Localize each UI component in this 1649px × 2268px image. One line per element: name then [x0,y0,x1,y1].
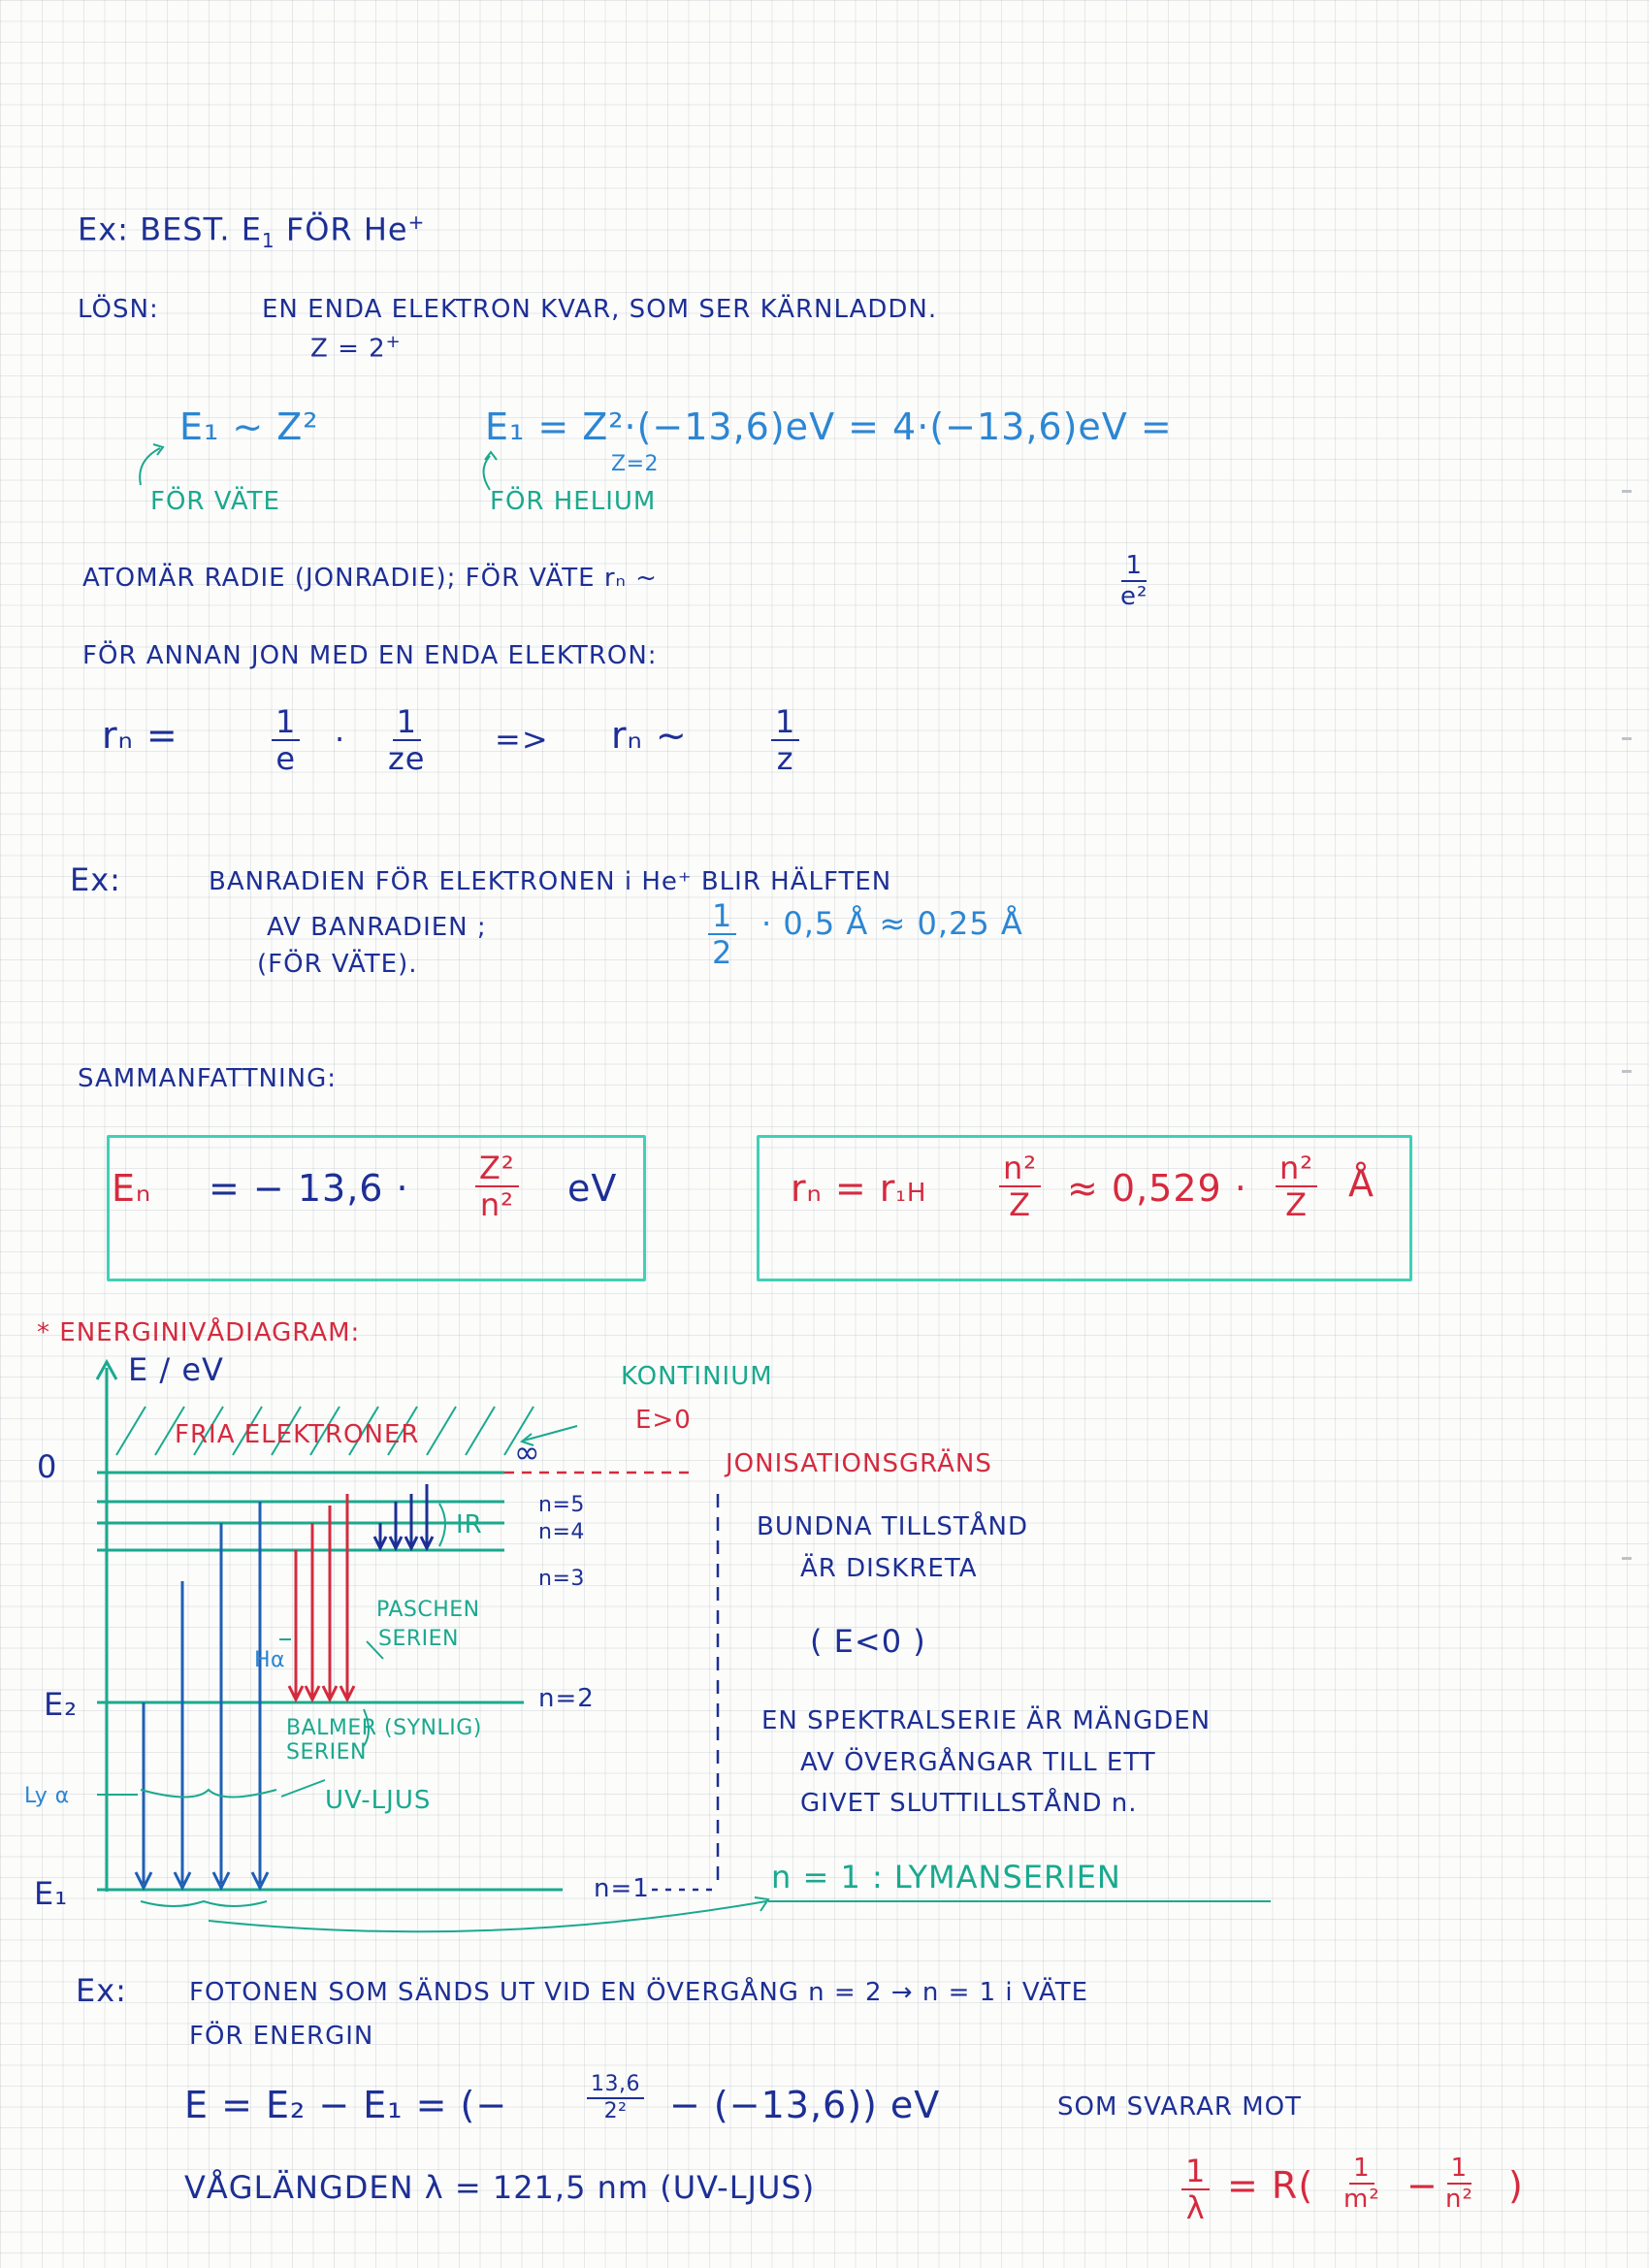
radie-line2: FÖR ANNAN JON MED EN ENDA ELEKTRON: [82,641,658,670]
ex2-fraction [708,897,736,971]
rn-arrow: => [495,721,549,758]
balmer-label-1: BALMER (SYNLIG) [286,1716,482,1740]
bundna-line1: BUNDNA TILLSTÅND [757,1512,1028,1541]
ex3-label: Ex: [76,1972,127,2009]
ex3-eq-start: E = E₂ − E₁ = (− [184,2084,508,2126]
rn-frac2-den: ze [388,740,426,777]
energy-eq-note: FÖR HELIUM [490,487,657,516]
energy-prop: E₁ ~ Z² [179,405,319,448]
ex2-value: · 0,5 Å ≈ 0,25 Å [761,905,1023,942]
rydberg-lhs-num: 1 [1181,2155,1210,2190]
spektral-line1: EN SPEKTRALSERIE ÄR MÄNGDEN [761,1706,1212,1735]
lyman-link-arrow [209,1901,766,1931]
losn-z: Z = 2 [310,334,386,364]
radie-frac-den: e² [1120,582,1148,611]
rn-eq-right: rₙ ~ [611,714,688,757]
summary-radius-lhs [791,1169,926,1210]
ex3-vag: VÅGLÄNGDEN λ = 121,5 nm (UV-LJUS) [184,2169,816,2206]
diagram-title-text: * ENERGINIVÅDIAGRAM: [37,1318,361,1347]
ir-label: IR [456,1510,483,1539]
n5-label: n=5 [538,1493,585,1517]
infinity-label: ∞ [514,1434,541,1471]
summary-radius-unit: Å [1348,1162,1374,1205]
ex1-tail: FÖR He [275,211,408,248]
balmer-label-2: SERIEN [286,1740,367,1765]
rn-frac1-den: e [275,740,297,777]
uv-label: UV-LJUS [325,1786,432,1815]
ex2-frac-den: 2 [712,934,733,971]
summary-energy-eq: = − 13,6 · [209,1167,409,1210]
n1-label: n=1 [594,1874,650,1903]
ir-brace [439,1504,445,1546]
rydberg-f2 [1445,2155,1473,2212]
energy-eq-helium: E₁ = Z²·(−13,6)eV = 4·(−13,6)eV = [485,405,1173,448]
e2-label: E₂ [44,1686,79,1723]
uv-pointer [281,1780,325,1797]
balmer-arrows [289,1494,354,1700]
rn-eq-left: rₙ = [102,714,178,757]
losn-label: LÖSN: [78,295,159,324]
rn-frac-2 [388,703,426,777]
n2-label: n=2 [538,1684,595,1713]
rn-frac-3 [771,703,799,777]
summary-radius-frac1 [999,1150,1041,1223]
spektral-line3: GIVET SLUTTILLSTÅND n. [800,1789,1138,1818]
rydberg-minus: − [1406,2164,1439,2207]
paschen-arrows [374,1484,433,1548]
summary-energy-unit: eV [567,1167,618,1210]
summary-title: SAMMANFATTNING: [78,1064,337,1093]
summary-radius-frac2 [1276,1150,1317,1223]
bundna-line2: ÄR DISKRETA [800,1554,978,1583]
rydberg-lhs-den: λ [1185,2189,1206,2226]
ex3-fraction [587,2074,644,2122]
jonisation-label: JONISATIONSGRÄNS [726,1449,992,1478]
summary-radius-den1: Z [1009,1186,1032,1223]
summary-energy-den: n² [479,1186,514,1223]
diagram-title [37,1319,360,1347]
lyman-brace [141,1901,267,1906]
lyman-label: n = 1 : LYMANSERIEN [771,1859,1121,1895]
summary-energy-num: Z² [475,1152,519,1187]
losn-line2 [310,333,402,363]
paschen-label-1: PASCHEN [376,1598,480,1622]
rydberg-eq: = R( [1227,2164,1314,2207]
ex3-frac-den: 2² [603,2099,628,2123]
example-1-heading [78,211,425,251]
rydberg-f1-den: m² [1343,2185,1380,2214]
lya-label: Ly α [24,1784,70,1808]
rn-frac3-num: 1 [771,706,799,741]
rydberg-f1-num: 1 [1349,2155,1374,2185]
losn-z-sup: + [385,332,402,352]
ex1-subscript: 1 [261,229,275,253]
summary-energy-lhs: Eₙ [112,1167,152,1210]
lyman-arrows [136,1502,268,1888]
margin-mark [1622,490,1632,493]
lyman-link-arrowhead-icon [755,1897,768,1911]
ex3-line1: FOTONEN SOM SÄNDS UT VID EN ÖVERGÅNG n = 2 → n = 1 i VÄTE [189,1978,1089,2007]
rydberg-f2-num: 1 [1447,2155,1472,2185]
ex2-frac-num: 1 [708,900,736,935]
ex1-superscript: + [407,211,426,234]
summary-radius-sub: ₁H [895,1179,927,1208]
radie-line: ATOMÄR RADIE (JONRADIE); FÖR VÄTE rₙ ~ [82,564,658,593]
rydberg-f1 [1343,2155,1380,2212]
note-arrows [116,427,524,504]
zero-label: 0 [37,1448,58,1485]
ex3-som: SOM SVARAR MOT [1057,2092,1302,2122]
fria-elektroner-label: FRIA ELEKTRONER [175,1420,420,1449]
spektral-line2: AV ÖVERGÅNGAR TILL ETT [800,1748,1156,1777]
rn-frac-1 [272,703,300,777]
ex2-line1: BANRADIEN FÖR ELEKTRONEN i He⁺ BLIR HÄLFTEN [209,867,892,896]
paschen-label-2: SERIEN [378,1627,459,1651]
ex3-frac-num: 13,6 [587,2074,644,2099]
rydberg-close: ) [1508,2164,1524,2207]
rn-frac2-num: 1 [393,706,421,741]
rn-frac3-den: z [776,740,794,777]
margin-mark [1622,737,1632,740]
energy-eq-sub: Z=2 [611,452,660,476]
ha-label: Hα [254,1648,286,1672]
summary-radius-num2: n² [1276,1152,1317,1187]
n3-label: n=3 [538,1567,585,1591]
summary-energy-frac [475,1150,519,1223]
energy-prop-note: FÖR VÄTE [150,487,280,516]
summary-radius-den2: Z [1285,1186,1309,1223]
ex2-line2: AV BANRADIEN ; [267,913,487,942]
rn-frac1-num: 1 [272,706,300,741]
losn-line1: EN ENDA ELEKTRON KVAR, SOM SER KÄRNLADDN. [262,295,938,324]
ex2-line3: (FÖR VÄTE). [257,950,418,979]
ex2-label: Ex: [70,861,121,898]
radie-frac-num: 1 [1121,553,1147,582]
kontinuum-label: KONTINIUM [621,1362,773,1391]
ex3-line2: FÖR ENERGIN [189,2022,374,2051]
ex3-eq-end: − (−13,6)) eV [669,2084,941,2126]
summary-radius-approx: ≈ 0,529 · [1067,1167,1247,1210]
e1-label: E₁ [34,1875,69,1912]
summary-radius-r: rₙ = r [791,1167,896,1210]
ex1-text: Ex: BEST. E [78,211,262,248]
rn-dot: · [335,721,346,758]
axis-label: E / eV [128,1351,224,1388]
radie-fraction [1120,553,1148,609]
uv-brace [141,1790,276,1798]
rydberg-lhs [1181,2153,1210,2226]
n4-label: n=4 [538,1520,585,1544]
e-greater-zero: E>0 [635,1406,692,1435]
e-less-zero: ( E<0 ) [810,1623,926,1660]
margin-mark [1622,1070,1632,1073]
rydberg-f2-den: n² [1445,2185,1473,2214]
summary-radius-num1: n² [999,1152,1041,1187]
